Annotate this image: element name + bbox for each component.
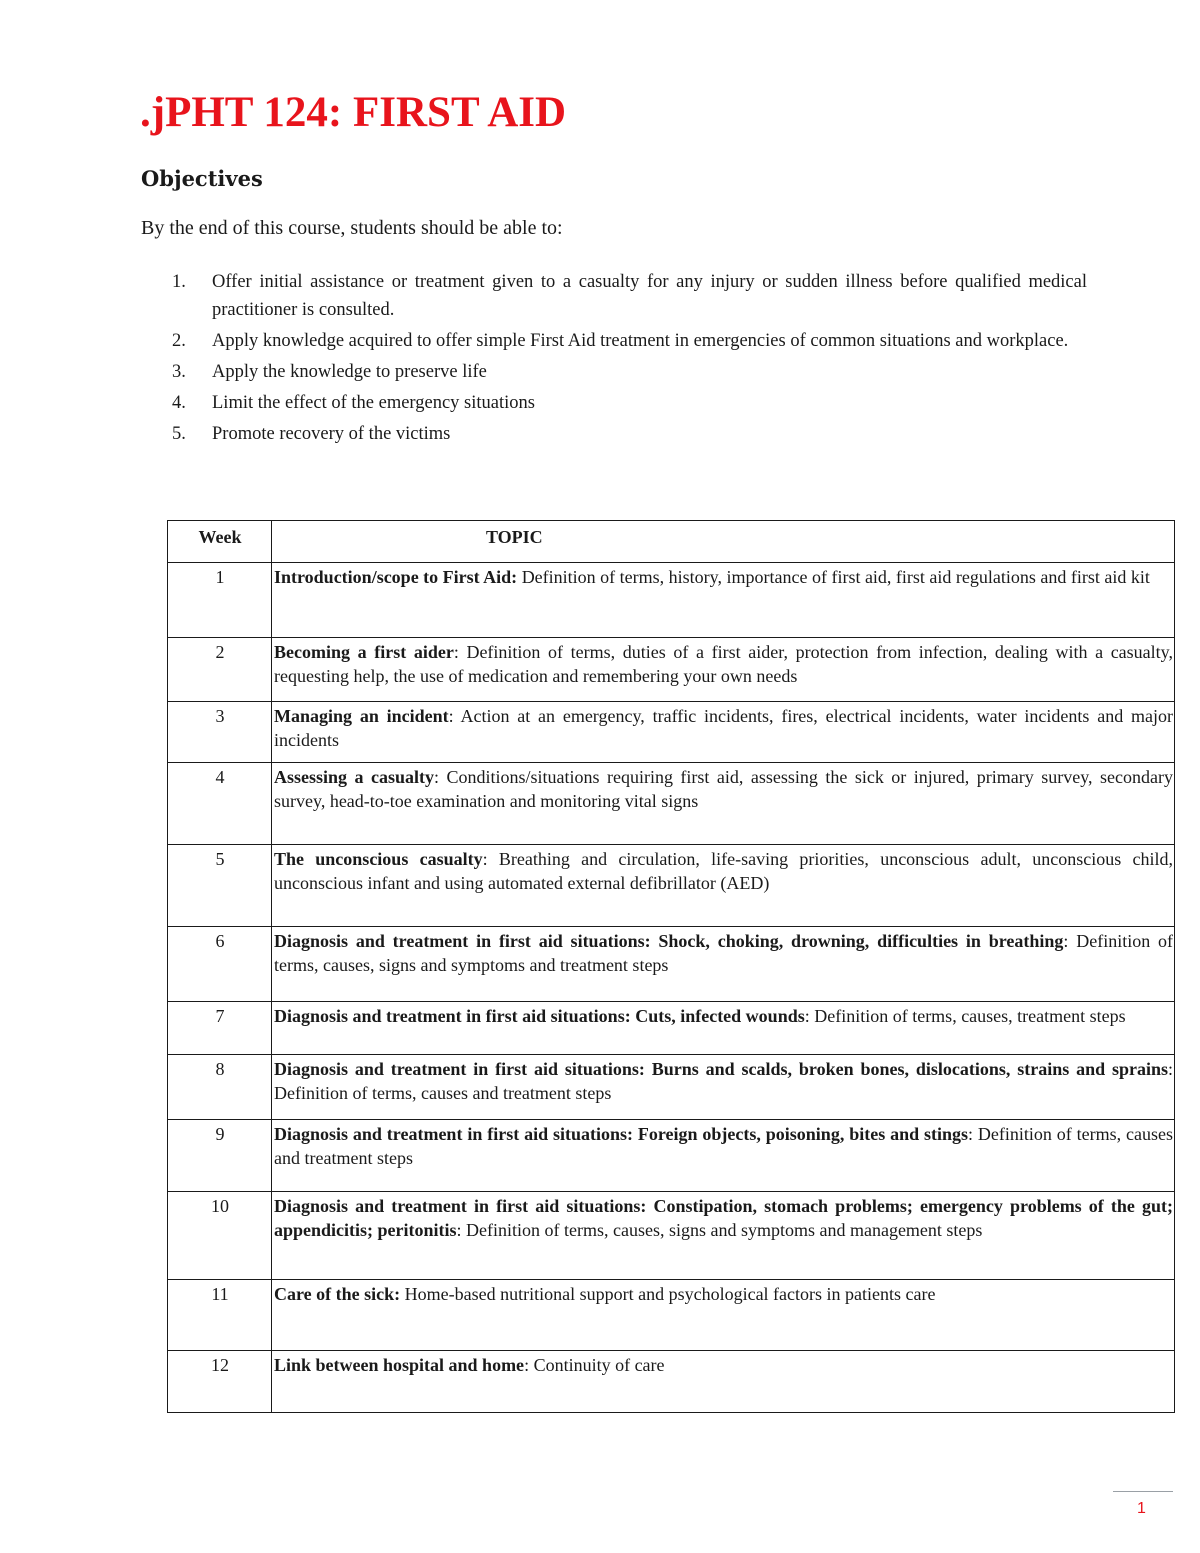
topic-title: Diagnosis and treatment in first aid situations: Cuts, infected wounds: [274, 1006, 805, 1026]
topic-cell: [272, 845, 1175, 927]
table-row: [168, 1055, 1175, 1120]
topic-cell: [272, 702, 1175, 763]
topic-desc: : Action at an emergency, traffic incidents, fires, electrical incidents, water incidents and major incidents: [274, 706, 1173, 750]
topic-desc: : Definition of terms, duties of a first aider, protection from infection, dealing with a casualty, requesting help, the use of medication and remembering your own needs: [274, 642, 1174, 686]
topic-title: Introduction/scope to First Aid:: [274, 567, 518, 587]
topic-title: Link between hospital and home: [274, 1355, 525, 1375]
topic-title: The unconscious casualty: [274, 849, 483, 869]
topic-cell: [272, 1002, 1175, 1055]
table-row: [168, 1120, 1175, 1192]
table-row: [168, 702, 1175, 763]
objectives-heading: Objectives: [141, 166, 263, 191]
topic-cell: [272, 1120, 1175, 1192]
topic-cell: [272, 1055, 1175, 1120]
objective-text: Limit the effect of the emergency situations: [212, 393, 535, 413]
topic-desc: : Definition of terms, causes and treatment steps: [274, 1124, 1173, 1168]
week-column-header: Week: [168, 521, 272, 563]
topic-title: Assessing a casualty: [274, 767, 434, 787]
objectives-list: [172, 268, 1087, 451]
table-row: [168, 845, 1175, 927]
week-cell: 10: [168, 1192, 272, 1280]
table-row: [168, 1351, 1175, 1413]
week-cell: 12: [168, 1351, 272, 1413]
topic-desc: Home-based nutritional support and psychological factors in patients care: [400, 1284, 936, 1304]
topic-cell: [272, 1280, 1175, 1351]
topic-cell: [272, 1351, 1175, 1413]
topic-desc: : Definition of terms, causes, treatment steps: [804, 1006, 1126, 1026]
topic-cell: [272, 563, 1175, 638]
topic-desc: : Definition of terms, causes, signs and symptoms and treatment steps: [274, 931, 1173, 975]
week-cell: 7: [168, 1002, 272, 1055]
topic-desc: : Continuity of care: [524, 1355, 665, 1375]
topic-cell: [272, 1192, 1175, 1280]
footer-divider: [1113, 1491, 1173, 1492]
week-cell: 9: [168, 1120, 272, 1192]
objective-item: 1. Offer initial assistance or treatment given to a casualty for any injury or sudden illness before qualified medical practitioner is consulted.: [172, 272, 1087, 320]
topic-title: Becoming a first aider: [274, 642, 454, 662]
topic-desc: : Breathing and circulation, life-saving priorities, unconscious adult, unconscious child, unconscious infant and using automated external defibrillator (AED): [274, 849, 1173, 893]
table-row: [168, 1280, 1175, 1351]
topic-title: Managing an incident: [274, 706, 449, 726]
table-row: [168, 1002, 1175, 1055]
table-row: [168, 927, 1175, 1002]
week-cell: 4: [168, 763, 272, 845]
week-cell: 8: [168, 1055, 272, 1120]
topic-title: Diagnosis and treatment in first aid situations: Burns and scalds, broken bones, dislocations, strains and sprains: [274, 1059, 1168, 1079]
topic-cell: [272, 638, 1175, 702]
topic-title: Diagnosis and treatment in first aid situations: Foreign objects, poisoning, bites and stings: [274, 1124, 969, 1144]
objective-item: 3. Apply the knowledge to preserve life: [172, 362, 487, 382]
page-number: 1: [1137, 1500, 1146, 1517]
topic-desc: : Definition of terms, causes, signs and symptoms and management steps: [456, 1220, 983, 1240]
topic-column-header: TOPIC: [272, 521, 1175, 563]
weekly-topics-table: [167, 520, 1175, 1413]
objective-text: Apply the knowledge to preserve life: [212, 362, 487, 382]
topic-title: Diagnosis and treatment in first aid situations: Constipation, stomach problems; emergency problems of the gut; appendicitis; peritonitis: [274, 1196, 1173, 1240]
objective-text: Promote recovery of the victims: [212, 424, 451, 444]
objective-item: 2. Apply knowledge acquired to offer simple First Aid treatment in emergencies of common situations and workplace.: [172, 331, 1069, 351]
week-cell: 2: [168, 638, 272, 702]
week-cell: 11: [168, 1280, 272, 1351]
topic-title: Diagnosis and treatment in first aid situations: Shock, choking, drowning, difficulties in breathing: [274, 931, 1064, 951]
topic-desc: : Definition of terms, causes and treatment steps: [274, 1059, 1173, 1103]
table-row: [168, 1192, 1175, 1280]
topic-desc: Definition of terms, history, importance of first aid, first aid regulations and first aid kit: [517, 567, 1150, 587]
table-row: [168, 763, 1175, 845]
week-cell: 5: [168, 845, 272, 927]
week-cell: 3: [168, 702, 272, 763]
course-title: .jPHT 124: FIRST AID: [140, 89, 567, 136]
topic-title: Care of the sick:: [274, 1284, 401, 1304]
topic-cell: [272, 763, 1175, 845]
week-cell: 1: [168, 563, 272, 638]
topic-desc: : Conditions/situations requiring first aid, assessing the sick or injured, primary survey, secondary survey, head-to-toe examination and monitoring vital signs: [274, 767, 1173, 811]
objective-text: Offer initial assistance or treatment given to a casualty for any injury or sudden illness before qualified medical practitioner is consulted.: [212, 272, 1087, 320]
objective-text: Apply knowledge acquired to offer simple First Aid treatment in emergencies of common situations and workplace.: [212, 331, 1069, 351]
table-header-row: [168, 521, 1175, 563]
table-row: [168, 563, 1175, 638]
objectives-intro: By the end of this course, students should be able to:: [141, 217, 563, 239]
objective-item: 5. Promote recovery of the victims: [172, 424, 451, 444]
objective-item: 4. Limit the effect of the emergency situations: [172, 393, 535, 413]
table-row: [168, 638, 1175, 702]
topic-cell: [272, 927, 1175, 1002]
week-cell: 6: [168, 927, 272, 1002]
